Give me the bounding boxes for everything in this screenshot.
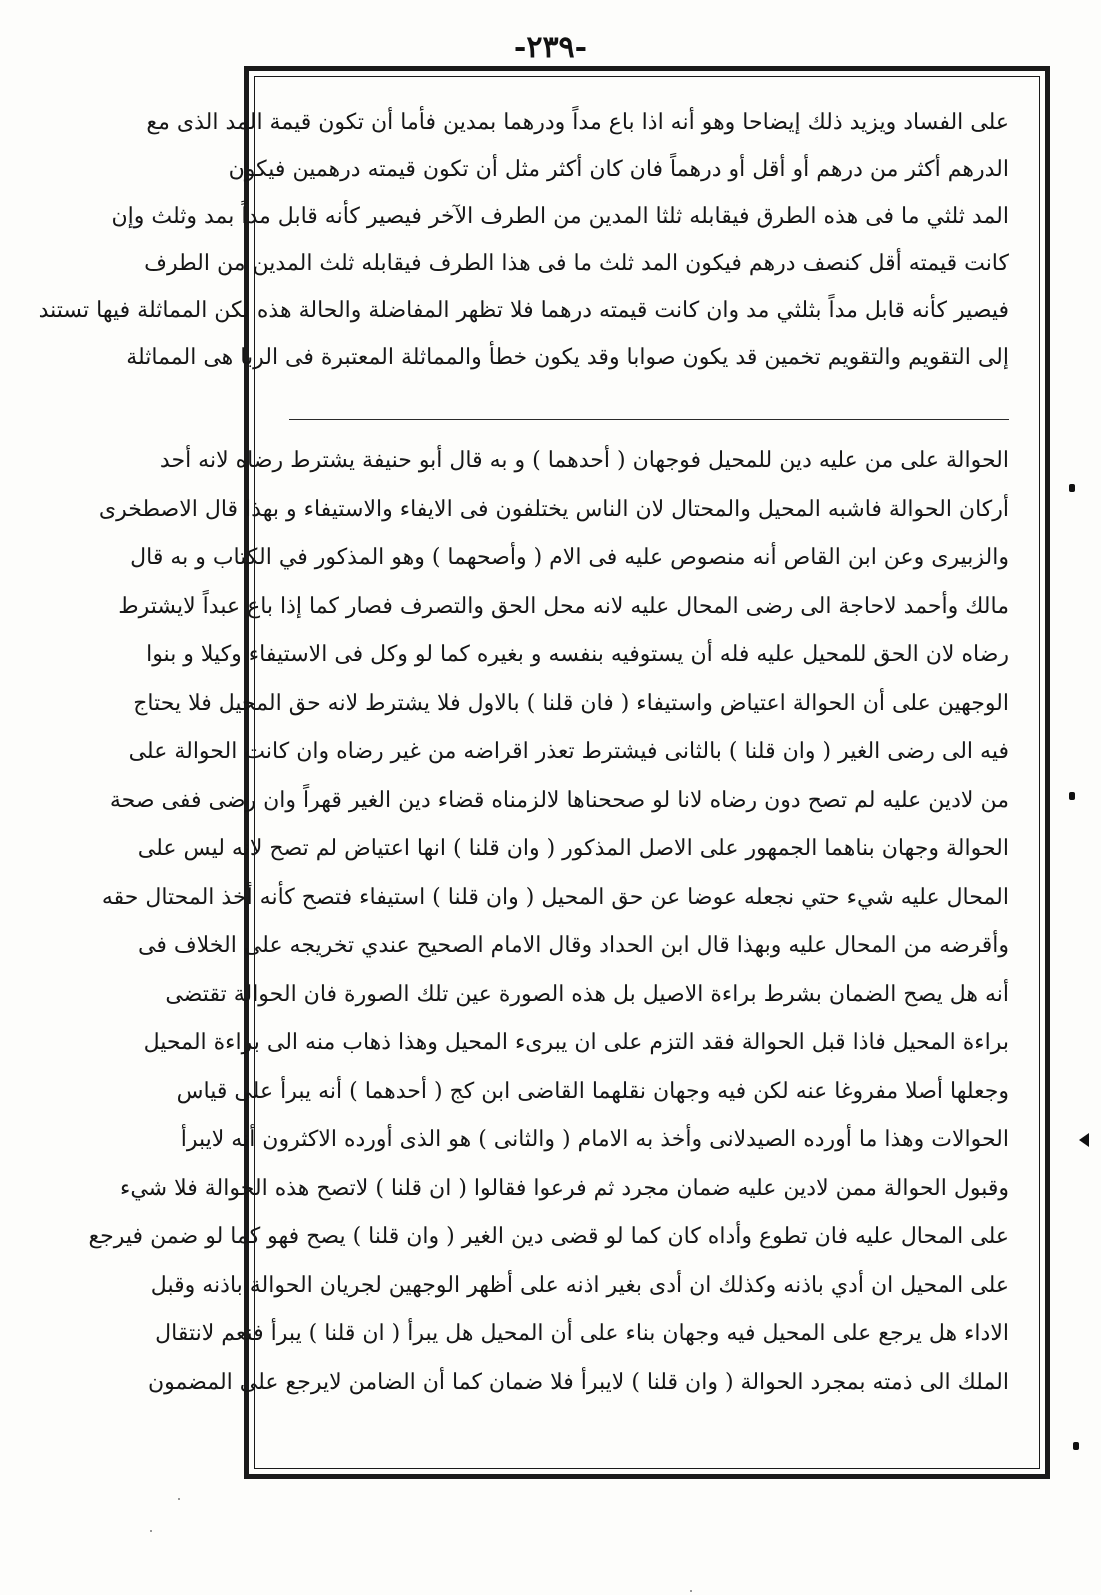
commentary-text-line: على المحيل ان أدي باذنه وكذلك ان أدى بغير اذنه على أظهر الوجهين لجريان الحوالة باذنه وقبل — [150, 1272, 1009, 1298]
commentary-text-line: مالك وأحمد لاحاجة الى رضى المحال عليه لانه محل الحق والتصرف فصار كما إذا باع عبداً لايشترط — [118, 593, 1009, 619]
text-frame — [38, 66, 1050, 1479]
commentary-text-line: وقبول الحوالة ممن لادين عليه ضمان مجرد ثم فرعوا فقالوا ( ان قلنا ) لاتصح هذه الحوالة فلا شيء — [120, 1175, 1009, 1201]
commentary-text-line: وأقرضه من المحال عليه وبهذا قال ابن الحداد وقال الامام الصحيح عندي تخريجه على الخلاف فى — [138, 933, 1009, 958]
main-text-line: كانت قيمته أقل كنصف درهم فيكون المد ثلث ما فى هذا الطرف فيقابله ثلث المدين من الطرف — [144, 251, 1009, 276]
commentary-text-line: على المحال عليه فان تطوع وأداه كان كما لو قضى دين الغير ( وان قلنا ) يصح فهو كما لو ضمن فيرجع — [88, 1224, 1009, 1249]
commentary-text-block — [88, 437, 1009, 1407]
scan-dot — [1069, 792, 1075, 800]
commentary-text-line: المحال عليه شيء حتي نجعله عوضا عن حق المحيل ( وان قلنا ) استيفاء فتصح كأنه أخذ المحتال حقه — [101, 884, 1009, 910]
commentary-text-line: الحوالة وجهان بناهما الجمهور على الاصل المذكور ( وان قلنا ) انها اعتياض لم تصح لانه ليس على — [137, 836, 1009, 861]
main-text-line: إلى التقويم والتقويم تخمين قد يكون صوابا وقد يكون خطأ والمماثلة المعتبرة فى الربا هى المماثلة — [126, 345, 1009, 370]
scan-edge-mark — [1079, 1133, 1089, 1147]
main-text-line: على الفساد ويزيد ذلك إيضاحا وهو أنه اذا باع مداً ودرهما بمدين فأما أن تكون قيمة المد الذى مع — [146, 110, 1009, 135]
commentary-text-line: الملك الى ذمته بمجرد الحوالة ( وان قلنا ) لايبرأ فلا ضمان كما أن الضامن لايرجع على المضمون — [147, 1369, 1009, 1395]
commentary-text-line: الحوالات وهذا ما أورده الصيدلانى وأخذ به الامام ( والثانى ) هو الذى أورده الاكثرون أنه لايبرأ — [180, 1127, 1009, 1152]
section-divider — [289, 419, 1009, 420]
page-number: -٢٣٩- — [513, 30, 588, 65]
scan-dot — [1069, 484, 1075, 492]
main-text-line: الدرهم أكثر من درهم أو أقل أو درهماً فان كان أكثر مثل أن تكون قيمته درهمين فيكون — [228, 157, 1009, 182]
commentary-text-line: وجعلها أصلا مفروغا عنه لكن فيه وجهان نقلهما القاضى ابن كج ( أحدهما ) أنه يبرأ على قياس — [176, 1078, 1009, 1104]
commentary-text-line: فيه الى رضى الغير ( وان قلنا ) بالثانى فيشترط تعذر اقراضه من غير رضاه وان كانت الحوالة على — [128, 739, 1009, 764]
commentary-text-line: من لادين عليه لم تصح دون رضاه لانا لو صححناها لالزمناه قضاء دين الغير قهراً وان رضى ففى صحة — [109, 787, 1009, 813]
main-text-line: المد ثلثي ما فى هذه الطرق فيقابله ثلثا المدين من الطرف الآخر فيصير كأنه قابل مداً بمد وثلث وإن — [111, 204, 1009, 229]
commentary-text-line: أنه هل يصح الضمان بشرط براءة الاصيل بل هذه الصورة عين تلك الصورة فان الحوالة تقتضى — [165, 981, 1009, 1007]
commentary-text-line: الحوالة على من عليه دين للمحيل فوجهان ( أحدهما ) و به قال أبو حنيفة يشترط رضاه لانه أحد — [159, 448, 1009, 473]
commentary-text-line: أركان الحوالة فاشبه المحيل والمحتال لان الناس يختلفون فى الايفاء والاستيفاء و بهذا قال الاصطخرى — [98, 496, 1009, 522]
commentary-text-line: الاداء هل يرجع على المحيل فيه وجهان بناء على أن المحيل هل يبرأ ( ان قلنا ) يبرأ فنعم لانتقال — [155, 1321, 1009, 1346]
main-text-line: فيصير كأنه قابل مداً بثلثي مد وان كانت قيمته درهما فلا تظهر المفاضلة والحالة هذه لكن المماثلة فيها تستند — [38, 298, 1009, 323]
commentary-text-line: والزبيرى وعن ابن القاص أنه منصوص عليه فى الام ( وأصحهما ) وهو المذكور في الكتاب و به قال — [130, 545, 1009, 570]
commentary-text-line: براءة المحيل فاذا قبل الحوالة فقد التزم على ان يبرىء المحيل وهذا ذهاب منه الى براءة المحيل — [143, 1030, 1009, 1055]
commentary-text-line: الوجهين على أن الحوالة اعتياض واستيفاء ( فان قلنا ) بالاول فلا يشترط لانه حق المحيل فلا يحتاج — [133, 690, 1009, 716]
scan-speck — [178, 1498, 180, 1500]
scan-dot — [1073, 1442, 1079, 1450]
scan-speck — [690, 1590, 692, 1592]
commentary-text-line: رضاه لان الحق للمحيل عليه فله أن يستوفيه بنفسه و بغيره كما لو وكل فى الاستيفاء وكيلا و بنوا — [146, 642, 1009, 667]
main-text-block — [38, 99, 1009, 381]
scan-speck — [150, 1530, 152, 1532]
